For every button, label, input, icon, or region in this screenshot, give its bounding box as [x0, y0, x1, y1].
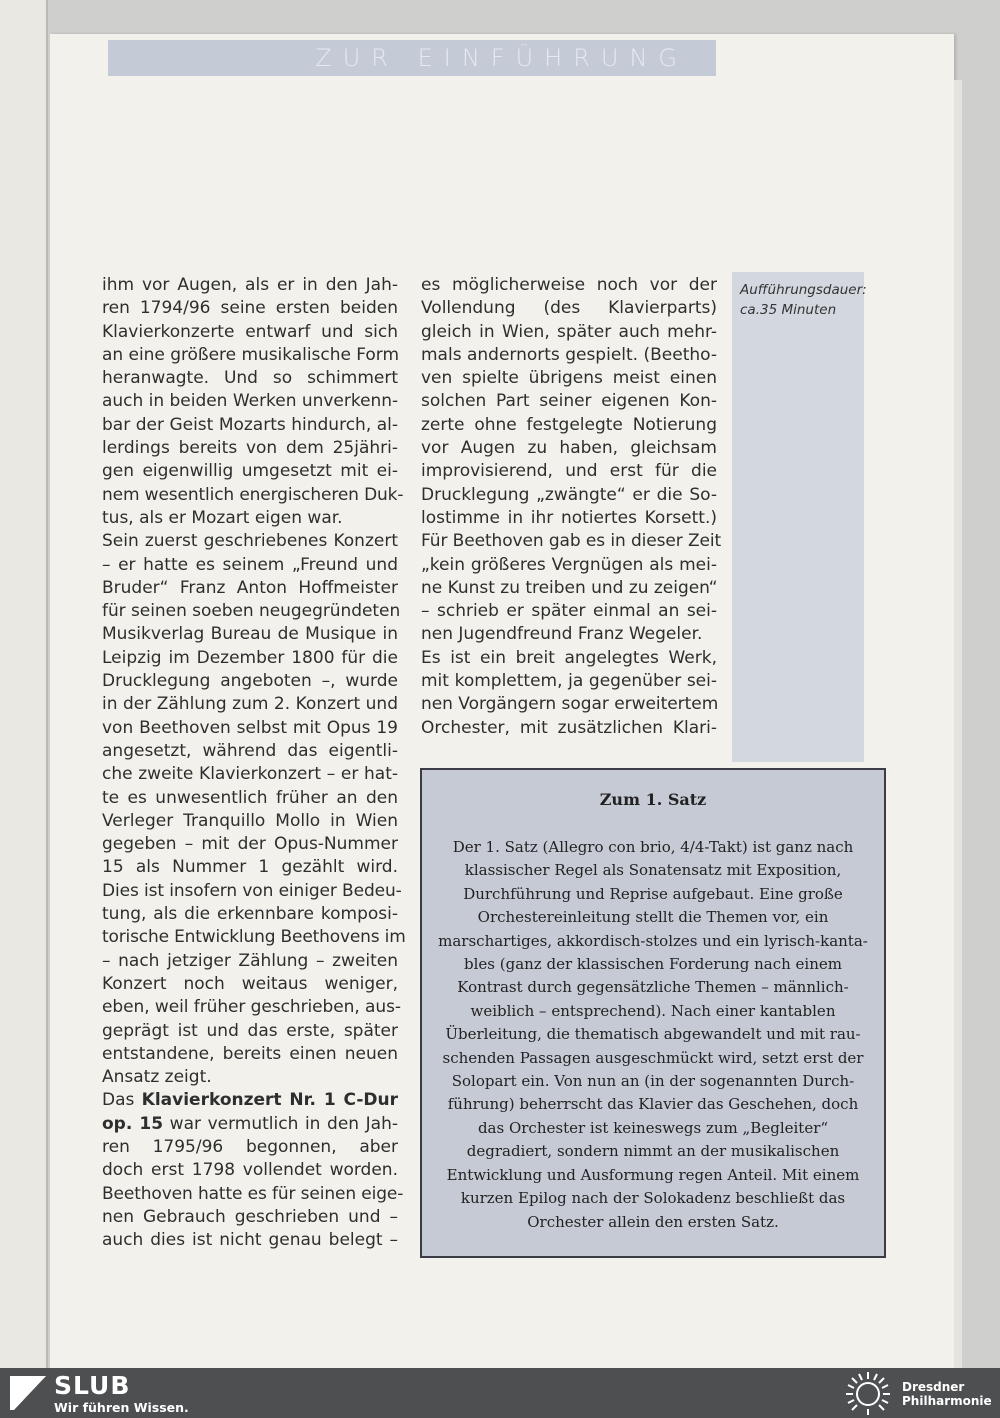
library-slogan: Wir führen Wissen.: [54, 1400, 189, 1415]
text-line: gegeben – mit der Opus-Nummer: [102, 834, 398, 855]
text-line: Drucklegung „zwängte“ er die So-: [421, 484, 717, 505]
text-line: Es ist ein breit angelegtes Werk,: [421, 647, 717, 668]
work-title: Klavierkonzert Nr. 1 C-Dur: [141, 1090, 398, 1111]
infobox-line: Entwicklung und Ausformung regen Anteil. Mit einem: [446, 1165, 860, 1184]
text-line: vor Augen zu haben, gleichsam: [421, 438, 717, 459]
text-line: mit komplettem, ja gegenüber sei-: [421, 671, 717, 692]
infobox-line: weiblich – entsprechend). Nach einer kantablen: [470, 1001, 836, 1020]
text-line: – nach jetziger Zählung – zweiten: [102, 950, 398, 971]
text-line: in der Zählung zum 2. Konzert und: [102, 694, 398, 715]
text-line: ihm vor Augen, als er in den Jah-: [102, 275, 398, 295]
infobox-line: Überleitung, die thematisch abgewandelt und mit rau-: [445, 1025, 861, 1044]
text-line: Drucklegung angeboten –, wurde: [102, 671, 398, 692]
duration-note: [740, 280, 870, 320]
text-line: Bruder“ Franz Anton Hoffmeister: [102, 577, 398, 598]
text-run: war vermutlich in den Jah-: [163, 1113, 398, 1134]
text-line: ren 1795/96 begonnen, aber: [102, 1136, 398, 1157]
text-line: 15 als Nummer 1 gezählt wird.: [102, 857, 398, 878]
philharmonie-logo-icon: [842, 1370, 894, 1416]
text-line: torische Entwicklung Beethovens im: [102, 927, 406, 948]
text-line: [102, 1113, 398, 1136]
duration-value: ca.35 Minuten: [740, 302, 837, 318]
text-line: Musikverlag Bureau de Musique in: [102, 624, 398, 645]
partner-name-line1: Dresdner: [902, 1380, 965, 1394]
text-line: solchen Part seiner eigenen Kon-: [421, 391, 717, 412]
text-line: te es unwesentlich früher an den: [102, 787, 398, 808]
text-line: an eine größere musikalische Form: [102, 344, 399, 365]
text-line: che zweite Klavierkonzert – er hat-: [102, 764, 398, 785]
sidenote-box: [732, 272, 864, 762]
text-line: eben, weil früher geschrieben, aus-: [102, 997, 401, 1018]
infobox-line: kurzen Epilog nach der Solokadenz beschließt das: [460, 1189, 846, 1208]
text-line: ven spielte übrigens meist einen: [421, 368, 717, 389]
text-line: auch in beiden Werken unverkenn-: [102, 391, 399, 412]
text-line: [102, 1089, 398, 1112]
infobox-body: [436, 836, 870, 1234]
text-line: ne Kunst zu treiben und zu zeigen“: [421, 577, 718, 598]
text-line: geprägt ist und das erste, später: [102, 1020, 398, 1041]
text-line: lostimme in ihr notiertes Korsett.): [421, 507, 717, 528]
text-line: Ansatz zeigt.: [102, 1067, 212, 1088]
text-line: bar der Geist Mozarts hindurch, al-: [102, 414, 398, 435]
text-line: nen Jugendfreund Franz Wegeler.: [421, 624, 703, 645]
text-line: ren 1794/96 seine ersten beiden: [102, 298, 398, 319]
text-line: gen eigenwillig umgesetzt mit ei-: [102, 461, 398, 482]
infobox-line: Der 1. Satz (Allegro con brio, 4/4-Takt) ist ganz nach: [452, 838, 854, 856]
partner-name-line2: Philharmonie: [902, 1394, 992, 1408]
text-line: von Beethoven selbst mit Opus 19: [102, 717, 398, 738]
text-line: nen Gebrauch geschrieben und –: [102, 1206, 398, 1227]
text-line: Sein zuerst geschriebenes Konzert: [102, 531, 398, 552]
left-page-edge: [0, 0, 48, 1368]
text-line: tung, als die erkennbare komposi-: [102, 904, 398, 925]
text-column-left: [102, 274, 406, 1252]
infobox-line: bles (ganz der klassischen Forderung nach einem: [464, 955, 842, 974]
text-line: tus, als er Mozart eigen war.: [102, 507, 343, 528]
text-line: Konzert noch weitaus weniger,: [102, 973, 398, 994]
infobox-line: das Orchester ist keineswegs zum „Begleiter“: [477, 1118, 829, 1137]
text-line: nen Vorgängern sogar erweitertem: [421, 694, 719, 715]
text-line: für seinen soeben neugegründeten: [102, 601, 401, 622]
text-line: lerdings bereits von dem 25jähri-: [102, 438, 398, 459]
text-line: Orchester, mit zusätzlichen Klari-: [421, 717, 717, 738]
right-page-edge: [954, 80, 962, 1368]
text-line: „kein größeres Vergnügen als mei-: [421, 554, 717, 575]
duration-label: Aufführungsdauer:: [740, 282, 867, 298]
text-line: Für Beethoven gab es in dieser Zeit: [421, 531, 722, 552]
text-line: auch dies ist nicht genau belegt –: [102, 1230, 398, 1251]
library-name: SLUB: [54, 1371, 131, 1400]
infobox-title: Zum 1. Satz: [599, 790, 707, 809]
text-line: Vollendung (des Klavierparts): [421, 298, 717, 319]
text-line: Dies ist insofern von einiger Bedeu-: [102, 880, 402, 901]
text-line: zerte ohne festgelegte Notierung: [421, 414, 717, 435]
infobox-line: schenden Passagen ausgeschmückt wird, setzt erst der: [442, 1048, 864, 1067]
text-line: doch erst 1798 vollendet worden.: [102, 1160, 398, 1181]
opus-number: op. 15: [102, 1113, 164, 1134]
partner-name: [902, 1380, 992, 1408]
text-line: angesetzt, während das eigentli-: [102, 740, 398, 761]
text-line: Verleger Tranquillo Mollo in Wien: [102, 810, 398, 831]
text-column-right: [421, 274, 722, 740]
text-run: Das: [102, 1090, 142, 1111]
movement-info-box: [420, 768, 886, 1258]
infobox-line: führung) beherrscht das Klavier das Geschehen, doch: [447, 1095, 859, 1114]
text-line: improvisierend, und erst für die: [421, 461, 717, 482]
slub-logo-icon: [10, 1376, 46, 1410]
text-line: – schrieb er später einmal an sei-: [421, 601, 717, 622]
text-line: gleich in Wien, später auch mehr-: [421, 321, 717, 342]
text-line: entstandene, bereits einen neuen: [102, 1043, 398, 1064]
infobox-line: Kontrast durch gegensätzliche Themen – männlich-: [457, 978, 849, 997]
infobox-line: degradiert, sondern nimmt an der musikalischen: [466, 1142, 840, 1161]
text-line: mals andernorts gespielt. (Beetho-: [421, 344, 717, 365]
text-line: – er hatte es seinem „Freund und: [102, 554, 398, 575]
text-line: es möglicherweise noch vor der: [421, 275, 717, 295]
infobox-line: marschartiges, akkordisch-stolzes und ein lyrisch-kanta-: [438, 931, 868, 950]
text-line: Beethoven hatte es für seinen eige-: [102, 1183, 404, 1204]
infobox-line: Solopart ein. Von nun an (in der sogenannten Durch-: [451, 1072, 855, 1091]
infobox-line: klassischer Regel als Sonatensatz mit Exposition,: [464, 861, 842, 880]
text-line: heranwagte. Und so schimmert: [102, 368, 398, 389]
infobox-line: Orchester allein den ersten Satz.: [527, 1212, 779, 1231]
text-line: Klavierkonzerte entwarf und sich: [102, 321, 398, 342]
text-line: Leipzig im Dezember 1800 für die: [102, 647, 398, 668]
text-line: nem wesentlich energischeren Duk-: [102, 484, 404, 505]
section-title: ZUR EINFÜHRUNG: [315, 44, 688, 72]
infobox-line: Durchführung und Reprise aufgebaut. Eine große: [463, 884, 843, 903]
infobox-line: Orchestereinleitung stellt die Themen vor, ein: [477, 908, 829, 927]
